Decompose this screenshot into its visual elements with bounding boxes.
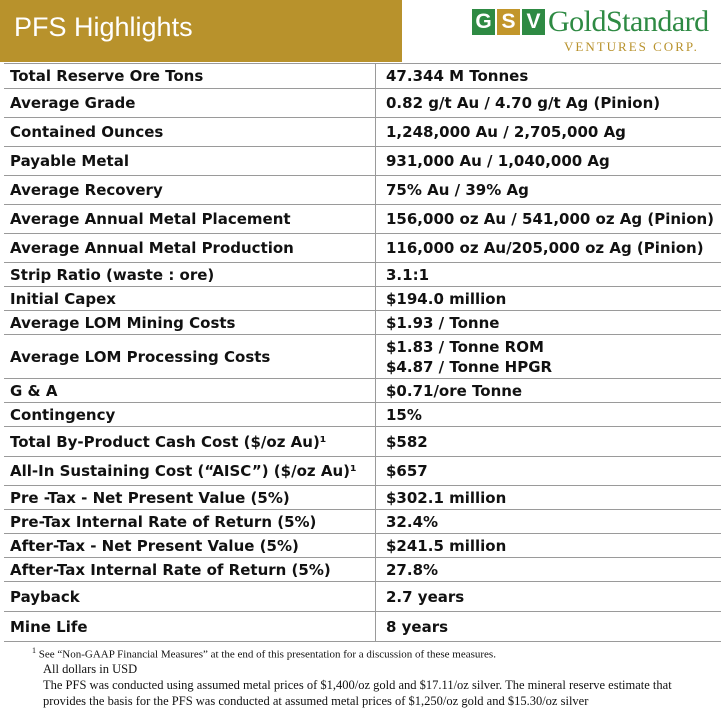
table-row bbox=[4, 234, 721, 263]
row-value: 47.344 M Tonnes bbox=[386, 67, 529, 85]
row-value: $1.93 / Tonne bbox=[386, 313, 500, 332]
row-value: 2.7 years bbox=[386, 587, 465, 606]
table-row bbox=[4, 582, 721, 612]
table-row bbox=[4, 427, 721, 457]
row-value: $241.5 million bbox=[386, 536, 507, 555]
table-row bbox=[4, 118, 721, 147]
row-label: Average Annual Metal Production bbox=[4, 234, 376, 262]
logo-monogram bbox=[472, 9, 547, 35]
row-value: $0.71/ore Tonne bbox=[386, 381, 523, 400]
table-row bbox=[4, 379, 721, 403]
row-label: Average LOM Mining Costs bbox=[4, 311, 376, 334]
row-label: Contingency bbox=[4, 403, 376, 426]
row-value: 1,248,000 Au / 2,705,000 Ag bbox=[386, 123, 626, 141]
table-row bbox=[4, 612, 721, 642]
row-label: Contained Ounces bbox=[4, 118, 376, 146]
row-label: Total By-Product Cash Cost ($/oz Au)¹ bbox=[4, 427, 376, 456]
table-row bbox=[4, 89, 721, 118]
row-value: $1.83 / Tonne ROM $4.87 / Tonne HPGR bbox=[386, 337, 553, 376]
table-row bbox=[4, 287, 721, 311]
row-label: Payable Metal bbox=[4, 147, 376, 175]
footnote-prices-line-2: provides the basis for the PFS was conducted at assumed metal prices of $1,250/oz gold and $15.30/oz silver bbox=[43, 693, 589, 708]
row-label: Average LOM Processing Costs bbox=[4, 335, 376, 378]
table-row bbox=[4, 558, 721, 582]
row-value: $582 bbox=[386, 432, 428, 451]
row-label: Average Grade bbox=[4, 89, 376, 117]
footnotes bbox=[32, 646, 722, 709]
logo-name: GoldStandard bbox=[548, 5, 709, 38]
footnote-non-gaap: $^1$ See “Non-GAAP Financial Measures” at the end of this presentation for a discussion of these measures. bbox=[32, 646, 496, 661]
table-row bbox=[4, 457, 721, 486]
row-label: Initial Capex bbox=[4, 287, 376, 310]
row-value: 15% bbox=[386, 405, 422, 424]
logo-letter-s: S bbox=[497, 9, 520, 35]
logo-subtitle: VENTURES CORP. bbox=[564, 39, 699, 54]
row-label: All-In Sustaining Cost (“AISC”) ($/oz Au)¹ bbox=[4, 457, 376, 485]
page-title: PFS Highlights bbox=[14, 12, 193, 42]
row-value: $657 bbox=[386, 462, 428, 480]
row-label: Average Annual Metal Placement bbox=[4, 205, 376, 233]
row-label: After-Tax Internal Rate of Return (5%) bbox=[4, 558, 376, 581]
row-value: 27.8% bbox=[386, 560, 439, 579]
row-label: Pre -Tax - Net Present Value (5%) bbox=[4, 486, 376, 509]
row-value: 116,000 oz Au/205,000 oz Ag (Pinion) bbox=[386, 239, 704, 257]
row-label: Mine Life bbox=[4, 612, 376, 641]
header-bar bbox=[0, 0, 402, 62]
row-value: 0.82 g/t Au / 4.70 g/t Ag (Pinion) bbox=[386, 94, 661, 112]
table-row bbox=[4, 486, 721, 510]
company-logo bbox=[472, 6, 712, 58]
row-value: 8 years bbox=[386, 617, 449, 636]
row-value: 32.4% bbox=[386, 512, 439, 531]
footnote-prices-line-1: The PFS was conducted using assumed metal prices of $1,400/oz gold and $17.11/oz silver. The mineral reserve estimate that bbox=[43, 677, 672, 692]
table-row bbox=[4, 335, 721, 379]
row-value: $194.0 million bbox=[386, 289, 507, 308]
row-label: Payback bbox=[4, 582, 376, 611]
logo-letter-v: V bbox=[522, 9, 545, 35]
table-row bbox=[4, 176, 721, 205]
table-row bbox=[4, 510, 721, 534]
row-value: 156,000 oz Au / 541,000 oz Ag (Pinion) bbox=[386, 210, 715, 228]
table-row bbox=[4, 64, 721, 89]
table-row bbox=[4, 534, 721, 558]
row-label: Average Recovery bbox=[4, 176, 376, 204]
row-label: Total Reserve Ore Tons bbox=[4, 64, 376, 88]
logo-letter-g: G bbox=[472, 9, 495, 35]
row-value: 931,000 Au / 1,040,000 Ag bbox=[386, 152, 610, 170]
table-row bbox=[4, 205, 721, 234]
row-value: 3.1:1 bbox=[386, 265, 430, 284]
row-label: Strip Ratio (waste : ore) bbox=[4, 263, 376, 286]
table-row bbox=[4, 263, 721, 287]
table-row bbox=[4, 311, 721, 335]
row-value: $302.1 million bbox=[386, 488, 507, 507]
table-row bbox=[4, 147, 721, 176]
table-row bbox=[4, 403, 721, 427]
footnote-currency: All dollars in USD bbox=[43, 661, 138, 676]
row-label: G & A bbox=[4, 379, 376, 402]
pfs-highlights-table bbox=[4, 63, 721, 642]
row-value: 75% Au / 39% Ag bbox=[386, 181, 529, 199]
row-label: Pre-Tax Internal Rate of Return (5%) bbox=[4, 510, 376, 533]
row-label: After-Tax - Net Present Value (5%) bbox=[4, 534, 376, 557]
